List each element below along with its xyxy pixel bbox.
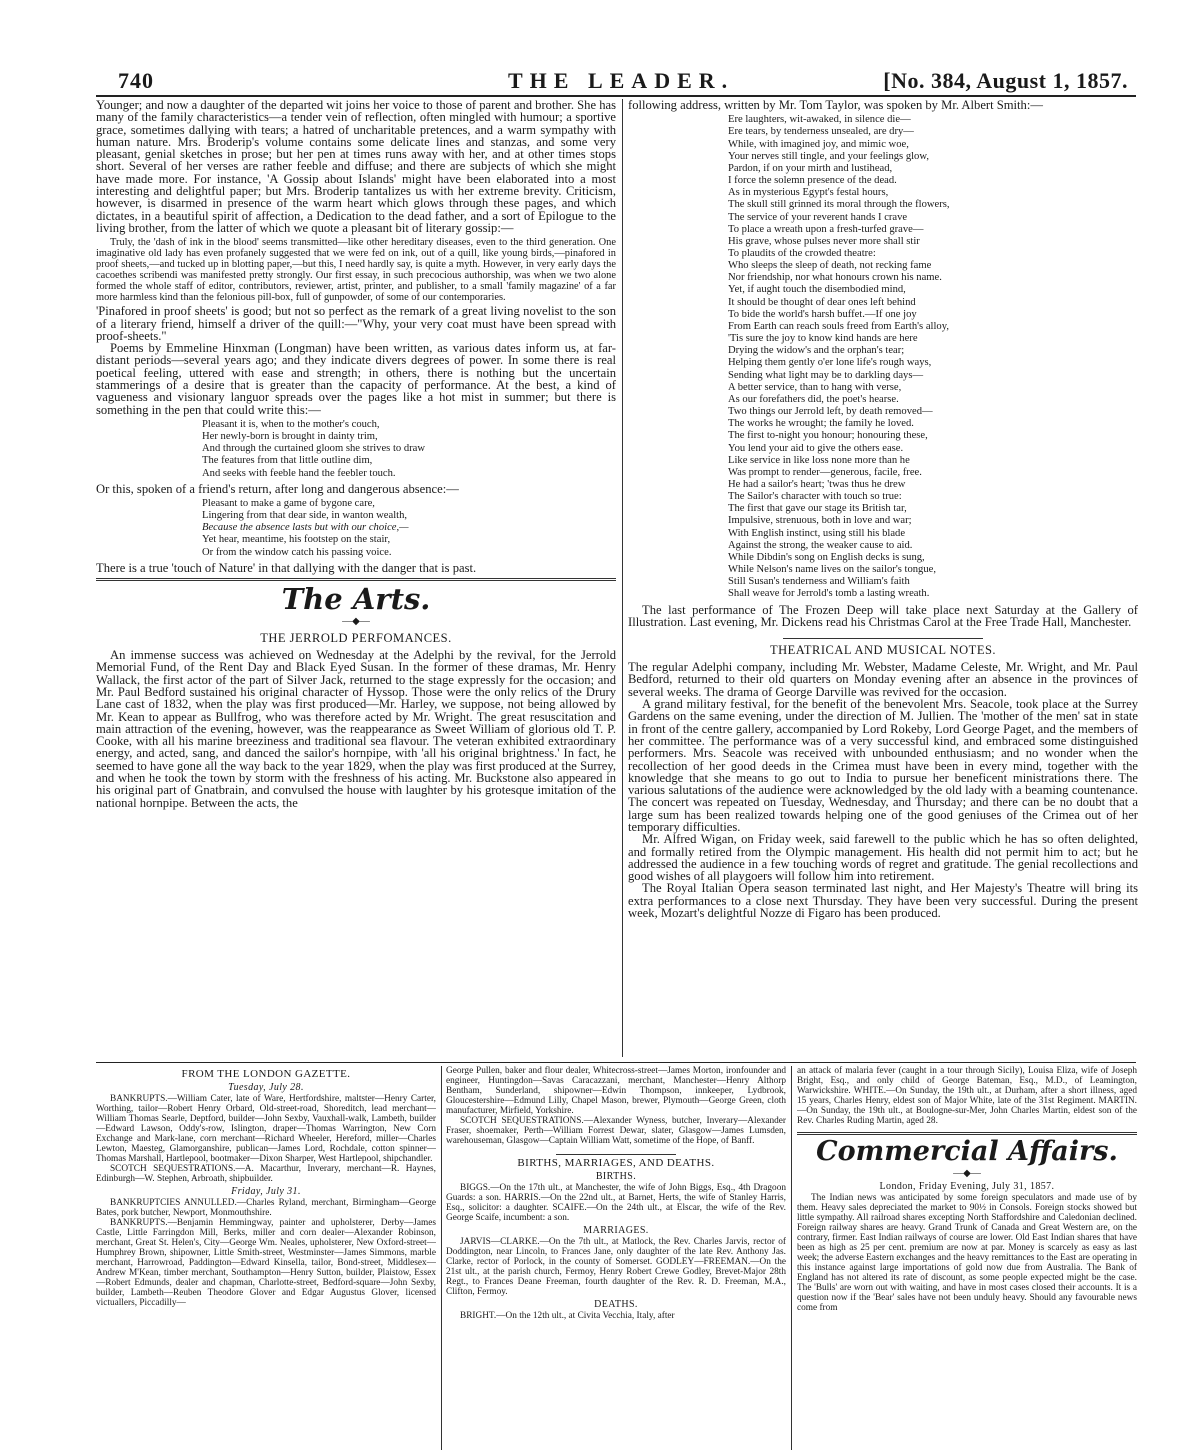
gazette-date: Tuesday, July 28. <box>228 1082 304 1093</box>
gazette-entry: BANKRUPTS.—Benjamin Hemmingway, painter and upholsterer, Derby—James Castle, Little Farringdon Mill, Berks, miller and corn dealer—Alexander Robinson, merchant, Great St. Helen's, City—George Wm. Neales, upholsterer, New Oxford-street—Humphrey Brown, shipowner, Little Smith-street, Westminster—James Simmons, marble merchant, Harrowroad, Paddington—Edward Kinsella, tailor, Bond-street, Middlesex—Andrew M'Kean, timber merchant, Southampton—Henry Sutton, builder, Plaistow, Essex—Robert Edmunds, dealer and chapman, Charlotte-street, Bedford-square—John Sexby, builder, Lambeth—Reuben Theodore Glover and Edgar Augustus Glover, licensed victuallers, Piccadilly— <box>96 1218 436 1308</box>
ornament-divider: —◆— <box>342 616 370 628</box>
verse-line: To plaudits of the crowded theatre: <box>728 248 876 260</box>
article-paragraph: The last performance of The Frozen Deep will take place next Saturday at the Gallery of Illustration. Last evening, Mr. Dickens read his Christmas Carol at the Free Trade Hall, Manchester. <box>628 602 1138 629</box>
verse-line: Drying the widow's and the orphan's tear; <box>728 345 905 357</box>
deaths-commercial-column <box>797 1066 1137 1446</box>
article-paragraph: following address, written by Mr. Tom Taylor, was spoken by Mr. Albert Smith:— <box>628 99 1043 112</box>
verse-line: Who sleeps the sleep of death, not recking fame <box>728 260 932 272</box>
verse-line: And seeks with feeble hand the feebler touch. <box>202 467 396 479</box>
commercial-section-title: Commercial Affairs. <box>816 1136 1118 1167</box>
review-paragraph: Or this, spoken of a friend's return, after long and dangerous absence:— <box>96 481 459 496</box>
verse-line: Two things our Jerrold left, by death removed— <box>728 406 933 418</box>
verse-block <box>202 419 616 480</box>
marriages-heading: MARRIAGES. <box>583 1225 649 1236</box>
verse-line: Or from the window catch his passing voice. <box>202 546 392 558</box>
verse-line: While, with imagined joy, and mimic woe, <box>728 138 909 150</box>
short-rule <box>556 1154 676 1155</box>
verse-line: It should be thought of dear ones left behind <box>728 296 916 308</box>
commercial-dateline: London, Friday Evening, July 31, 1857. <box>879 1181 1055 1192</box>
right-column <box>628 99 1138 1059</box>
article-paragraph: The regular Adelphi company, including Mr. Webster, Madame Celeste, Mr. Wright, and Mr. Paul Bedford, returned to their old quarters on Monday evening after an absence in the provinces of several weeks. The drama of George Darville was revived for the occasion. <box>628 660 1138 699</box>
gazette-entry: George Pullen, baker and flour dealer, Whitecross-street—James Morton, ironfounder and engineer, Huntingdon—Savas Caracazzani, merchant, Manchester—Henry Althorp Bentham, Sunderland, shipowner—Edwin Thompson, innkeeper, Lydbrook, Gloucestershire—Edmund Lilly, Chapel Mason, brewer, Plymouth—George Green, cloth manufacturer, Mirfield, Yorkshire. <box>446 1066 786 1116</box>
deaths-heading: DEATHS. <box>594 1299 638 1310</box>
masthead-title: THE LEADER. <box>508 68 735 93</box>
review-paragraph: 'Pinafored in proof sheets' is good; but not so perfect as the remark of a great living novelist to the son of a literary friend, himself a driver of the quill:—"Why, your very coat must have been spread with proof-sheets." <box>96 304 616 343</box>
verse-line: Pleasant to make a game of bygone care, <box>202 498 375 510</box>
verse-line: The first that gave our stage its British tar, <box>728 503 907 515</box>
verse-line: Lingering from that dear side, in wanton wealth, <box>202 510 408 522</box>
verse-line: The Sailor's character with touch so true: <box>728 491 902 503</box>
deaths-entries: BRIGHT.—On the 12th ult., at Civita Vecchia, Italy, after <box>460 1311 675 1321</box>
issue-info: [No. 384, August 1, 1857. <box>883 68 1128 93</box>
verse-line: As in mysterious Egypt's festal hours, <box>728 187 889 199</box>
verse-line: Because the absence lasts but with our choice,— <box>202 522 409 534</box>
verse-line: As our forefathers did, the poet's hearse. <box>728 393 899 405</box>
verse-line: A better service, than to hang with verse, <box>728 381 902 393</box>
article-paragraph: A grand military festival, for the benefit of the benevolent Mrs. Seacole, took place at the Surrey Gardens on the same evening, under the direction of M. Jullien. The 'mother of the men' sat in state in front of the centre gallery, accompanied by Lord Rokeby, Lord George Paget, and the members of her committee. The performance was of a very successful kind, and embraced some distinguished performers. Mrs. Seacole was received with unbounded enthusiasm; and no wonder when the recollection of her good deeds in the Crimea must have been in every mind, together with the knowledge that she means to go out to India to pursue her beneficent ministrations there. The various salutations of the audience were acknowledged by the old lady with a beaming countenance. The concert was repeated on Tuesday, Wednesday, and Thursday; and there can be no doubt that a large sum has been realized towards helping one of the good geniuses of the Crimea out of her temporary difficulties. <box>628 697 1138 834</box>
verse-line: Shall weave for Jerrold's tomb a lasting wreath. <box>728 588 930 600</box>
verse-block <box>202 498 616 559</box>
review-paragraph: Younger; and now a daughter of the departed wit joins her voice to those of parent and brother. She has many of the family characteristics—a tender vein of reflection, often mingled with humour; a sportive grace, sometimes dallying with tears; a hatred of uncharitable pretences, and a warm sympathy with human nature. Mrs. Broderip's volume contains some delicate lines and stanzas, and some very pleasant, genial sketches in prose; but her pen at times runs away with her, and at other times stops short. Several of her verses are rather feeble and diffuse; and there are subjects of which she might have made more. For instance, 'A Gossip about Islands' might have been elaborated into a most interesting and delightful paper; but Mrs. Broderip tantalizes us with her extreme brevity. Criticism, however, is disarmed in presence of the warm heart which glows through these pages, and which dictates, in a beautiful spirit of affection, a Dedication to the dead father, and a sort of Epilogue to the living brother, from the latter of which we quote a pleasant bit of literary gossip:— <box>96 99 616 235</box>
review-paragraph: There is a true 'touch of Nature' in that dallying with the danger that is past. <box>96 560 477 575</box>
verse-line: Yet hear, meantime, his footstep on the stair, <box>202 534 391 546</box>
verse-line: While Dibdin's song on English decks is sung, <box>728 551 925 563</box>
verse-line: 'Tis sure the joy to know kind hands are here <box>728 333 918 345</box>
page-number: 740 <box>118 68 154 93</box>
gazette-column-2 <box>446 1066 786 1446</box>
gazette-heading: FROM THE LONDON GAZETTE. <box>181 1068 351 1080</box>
verse-line: Her newly-born is brought in dainty trim, <box>202 431 378 443</box>
verse-line: The works he wrought; the family he loved. <box>728 418 914 430</box>
verse-line: Ere laughters, wit-awaked, in silence die— <box>728 114 911 126</box>
article-paragraph: The Royal Italian Opera season terminated last night, and Her Majesty's Theatre will bring its extra performances to a close next Thursday. They have been very successful. During the present week, Mozart's delightful Nozze di Figaro has been produced. <box>628 881 1138 921</box>
short-rule <box>783 638 983 639</box>
verse-line: Pleasant it is, when to the mother's couch, <box>202 418 380 430</box>
verse-line: To bide the world's harsh buffet.—If one joy <box>728 308 917 320</box>
verse-line: Was prompt to render—generous, facile, free. <box>728 466 922 478</box>
gazette-entry: SCOTCH SEQUESTRATIONS.—Alexander Wyness, butcher, Inverary—Alexander Fraser, shoemaker, Perth—William Forrest Dewar, slater, Glasgow—James Lumsden, warehouseman, Glasgow—Captain William Watt, sometime of the Hope, of Banff. <box>446 1116 786 1146</box>
marriages-entries: JARVIS—CLARKE.—On the 7th ult., at Matlock, the Rev. Charles Jarvis, rector of Doddington, near Lincoln, to Frances Jane, only daughter of the late Rev. Anthony Jas. Clarke, rector of Porlock, in the county of Somerset. GODLEY—FREEMAN.—On the 21st ult., at the parish church, Fermoy, Henry Robert Crewe Godley, Brevet-Major 28th Regt., to Frances Deane Freeman, fourth daughter of the Rev. R. D. Freeman, M.A., Clifton, Fermoy. <box>446 1237 786 1297</box>
verse-line: Like service in like loss none more than he <box>728 454 910 466</box>
article-paragraph: An immense success was achieved on Wednesday at the Adelphi by the revival, for the Jerrold Memorial Fund, of the Rent Day and Black Eyed Susan. In the former of these dramas, Mr. Henry Wallack, the first actor of the part of Silver Jack, returned to the stage expressly for the occasion; and Mr. Paul Bedford sustained his original character of Hyssop. Those were the only relics of the Drury Lane cast of 1832, when the play was first produced—Mr. Harley, we suppose, not being allowed by Mr. Kean to appear as Bullfrog, who was therefore acted by Mr. Wright. The great resuscitation and main attraction of the evening, however, was the reappearance as Sweet William of glorious old T. P. Cooke, with all his marine breeziness and traditional sea flavour. The veteran exhibited extraordinary energy, and acted, sang, and danced the sailor's hornpipe, with 'all his original brightness.' In fact, he seemed to have gone all the way back to the year 1829, when the play was first produced at the Surrey, and when he took the town by storm with the freshness of his acting. Mr. Buckstone also appeared in his original part of Gnatbrain, and convulsed the house with laughter by his grotesque imitation of the national hornpipe. Between the acts, the <box>96 648 616 810</box>
bmd-heading: BIRTHS, MARRIAGES, AND DEATHS. <box>517 1157 715 1169</box>
article-paragraph: Mr. Alfred Wigan, on Friday week, said farewell to the public which he has so often delighted, and formally retired from the Olympic management. His health did not permit him to act; but he addressed the audience in a few touching words of regret and gratitude. The genial recollections and good wishes of all playgoers will follow him into retirement. <box>628 832 1138 884</box>
commercial-text: The Indian news was anticipated by some foreign speculators and made use of by them. Heavy sales depreciated the market to 90½ in Consols. Foreign stocks showed but little sympathy. All railroad shares excepting North Staffordshire and Caledonian declined. Foreign railway shares are heavy. Grand Trunk of Canada and Great Western are, on the contrary, firmer. East Indian railways of course are lower. Old East Indian shares that have been as high as 25 per cent. premium are now at par. Money is scarcely as easy as last week; the adverse Eastern exchanges and the heavy remittances to the East are operating in this instance against large importations of gold now due from Australia. The Bank of England has not altered its rate of discount, as some people expected might be the case. The 'Bulls' are worn out with waiting, and have in most cases closed their accounts. It is a question now if the 'Bear' sales have not been unduly heavy. Should any favourable news come from <box>797 1193 1137 1313</box>
verse-line: Still Susan's tenderness and William's faith <box>728 576 910 588</box>
gazette-entry: SCOTCH SEQUESTRATIONS.—A. Macarthur, Inverary, merchant—R. Haynes, Edinburgh—W. Stephen, Arbroath, shipbuilder. <box>96 1164 436 1184</box>
verse-line: Sending what light may be to darkling days— <box>728 369 924 381</box>
verse-line: Pardon, if on your mirth and lustihead, <box>728 162 893 174</box>
left-column <box>96 99 616 1059</box>
column-divider <box>441 1066 442 1450</box>
header-rule <box>96 95 1136 97</box>
verse-line: From Earth can reach souls freed from Earth's alloy, <box>728 320 949 332</box>
verse-line: I force the solemn presence of the dead. <box>728 175 897 187</box>
gazette-date: Friday, July 31. <box>231 1186 301 1197</box>
verse-line: Your nerves still tingle, and your feelings glow, <box>728 150 929 162</box>
verse-line: The features from that little outline dim, <box>202 455 373 467</box>
deaths-continued: an attack of malaria fever (caught in a tour through Sicily), Louisa Eliza, wife of Joseph Bright, Esq., and only child of George Bateman, Esq., M.D., of Leamington, Warwickshire. WHITE.—On Sunday, the 19th ult., at Durham, after a short illness, aged 15 years, Charles Henry, eldest son of Major White, late of the 31st Regiment. MARTIN.—On Sunday, the 19th ult., at Boulogne-sur-Mer, John Charles Martin, eldest son of the Rev. Charles Ruding Martin, aged 28. <box>797 1066 1137 1126</box>
ornament-divider: —◆— <box>953 1168 981 1179</box>
verse-line: With English instinct, using still his blade <box>728 527 906 539</box>
gazette-entry: BANKRUPTCIES ANNULLED.—Charles Ryland, merchant, Birmingham—George Bates, pork butcher, Newport, Monmouthshire. <box>96 1198 436 1218</box>
births-entries: BIGGS.—On the 17th ult., at Manchester, the wife of John Biggs, Esq., 4th Dragoon Guards: a son. HARRIS.—On the 22nd ult., at Barnet, Herts, the wife of Stanley Harris, Esq., solicitor: a daughter. SCAIFE.—On the 24th ult., at Elscar, the wife of the Rev. George Scaife, incumbent: a son. <box>446 1183 786 1223</box>
gazette-entry: BANKRUPTS.—William Cater, late of Ware, Hertfordshire, maltster—Henry Carter, Worthing, tailor—Robert Henry Orbard, Old-street-road, Shoreditch, lead merchant—William Thomas Searle, Deptford, builder—John Sexby, Vauxhall-walk, Lambeth, builder—Edward Lawson, Oddy's-row, Islington, draper—Thomas Warrington, New Corn Exchange and Mark-lane, corn merchant—Richard Wheeler, Hereford, miller—Charles Lewton, Maesteg, Glamorganshire, publican—James Lord, Rochdale, cotton spinner—Thomas Marshall, Hartlepool, bootmaker—Dixon Sharper, West Hartlepool, shipchandler. <box>96 1094 436 1164</box>
lower-section-rule <box>96 1062 1136 1063</box>
verse-line: He had a sailor's heart; 'twas thus he drew <box>728 478 906 490</box>
verse-line: You lend your aid to give the others ease. <box>728 442 904 454</box>
address-verse <box>728 114 1138 600</box>
verse-line: His grave, whose pulses never more shall stir <box>728 235 920 247</box>
births-heading: BIRTHS. <box>595 1171 637 1182</box>
verse-line: While Nelson's name lives on the sailor's tongue, <box>728 564 937 576</box>
gazette-column-1 <box>96 1066 436 1446</box>
article-heading: THE JERROLD PERFOMANCES. <box>260 631 452 646</box>
verse-line: Helping them gently o'er lone life's rough ways, <box>728 357 932 369</box>
review-paragraph: Poems by Emmeline Hinxman (Longman) have been written, as various dates inform us, at far-distant periods—several years ago; and they indicate divers degrees of power. In some there is real poetical feeling, uttered with ease and strength; in others, there is nothing but the uncertain stammerings of a desire that is greater than the capacity of performance. At the best, a kind of vagueness and visionary languor spreads over the pages like a hot mist in summer; but there is something in the pen that could write this:— <box>96 341 616 417</box>
column-divider <box>791 1066 792 1450</box>
arts-section-title: The Arts. <box>281 582 431 617</box>
verse-line: The skull still grinned its moral through the flowers, <box>728 199 950 211</box>
column-divider <box>622 99 623 1057</box>
article-heading: THEATRICAL AND MUSICAL NOTES. <box>769 643 997 658</box>
verse-line: The first to-night you honour; honouring these, <box>728 430 928 442</box>
verse-line: The service of your reverent hands I crave <box>728 211 908 223</box>
verse-line: Against the strong, the weaker cause to aid. <box>728 539 913 551</box>
verse-line: Nor friendship, nor what honours crown his name. <box>728 272 942 284</box>
verse-line: Ere tears, by tenderness unsealed, are dry— <box>728 126 914 138</box>
quoted-passage: Truly, the 'dash of ink in the blood' seems transmitted—like other hereditary diseases, even to the third generation. One imaginative old lady has even profanely suggested that we were fed on ink, out of a quill, like young birds,—pinafored in proof sheets,—and tucked up in blotting paper,—but this, I need hardly say, is quite a myth. However, in very early days the cacoethes scribendi was manifested pretty strongly. Our first essay, in such precocious authorship, was when we two alone formed the whole staff of editor, contributors, reviewer, artist, printer, and publisher, to a small 'family magazine' of a far more harmless kind than the felonious pill-box, full of gunpowder, of some of our contemporaries. <box>96 237 616 304</box>
page-header <box>118 68 1128 94</box>
verse-line: Impulsive, strenuous, both in love and war; <box>728 515 912 527</box>
verse-line: To place a wreath upon a fresh-turfed grave— <box>728 223 924 235</box>
verse-line: And through the curtained gloom she strives to draw <box>202 443 426 455</box>
verse-line: Yet, if aught touch the disembodied mind, <box>728 284 906 296</box>
